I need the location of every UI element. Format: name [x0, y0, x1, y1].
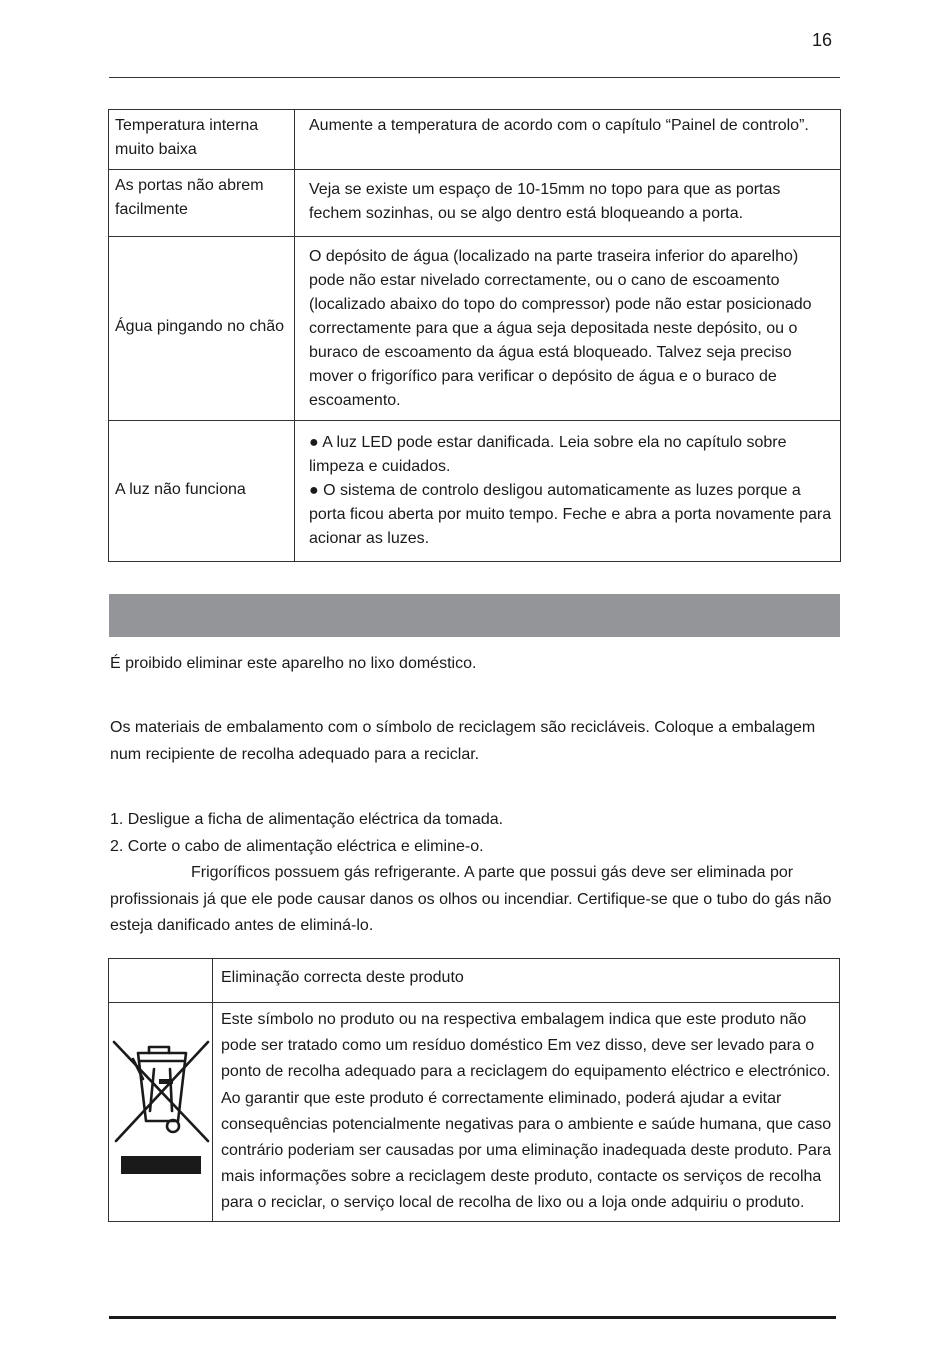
problem-cell: Temperatura interna muito baixa	[109, 110, 295, 170]
table-row	[109, 421, 841, 562]
step-item: 2. Corte o cabo de alimentação eléctrica e elimine-o.	[110, 837, 484, 855]
problem-cell: A luz não funciona	[109, 421, 295, 562]
packaging-paragraph: Os materiais de embalamento com o símbolo de reciclagem são recicláveis. Coloque a embalagem num recipiente de recolha adequado para a reciclar.	[110, 719, 816, 763]
section-header-bar	[109, 594, 840, 637]
header-divider	[109, 77, 840, 78]
solution-bullet: ● O sistema de controlo desligou automaticamente as luzes porque a porta ficou aberta por muito tempo. Feche e abra a porta novamente para acionar as luzes.	[309, 482, 832, 547]
solution-bullet: ● A luz LED pode estar danificada. Leia sobre ela no capítulo sobre limpeza e cuidados.	[309, 434, 787, 475]
weee-header: Eliminação correcta deste produto	[213, 959, 840, 1003]
weee-icon-cell	[109, 1003, 213, 1222]
page-number: 16	[811, 30, 832, 50]
empty-cell	[109, 959, 213, 1003]
weee-description: Este símbolo no produto ou na respectiva embalagem indica que este produto não pode ser tratado como um resíduo doméstico Em vez disso, deve ser levado para o ponto de recolha adequado para a reciclagem do equipamento eléctrico e electrónico. Ao garantir que este produto é correctamente eliminado, poderá ajudar a evitar consequências potencialmente negativas para o ambiente e saúde humana, que caso contrário poderiam ser causadas por uma eliminação inadequada deste produto. Para mais informações sobre a reciclagem deste produto, contacte os serviços de recolha para o reciclar, o serviço local de recolha de lixo ou a loja onde adquiriu o produto.	[213, 1003, 840, 1222]
step-item: 1. Desligue a ficha de alimentação eléctrica da tomada.	[110, 811, 504, 828]
solution-cell: Aumente a temperatura de acordo com o capítulo “Painel de controlo”.	[295, 110, 841, 170]
table-row	[109, 237, 841, 421]
problem-cell: Água pingando no chão	[109, 237, 295, 421]
solution-cell: Veja se existe um espaço de 10-15mm no topo para que as portas fechem sozinhas, ou se algo dentro está bloqueando a porta.	[295, 170, 841, 237]
table-row	[109, 959, 840, 1003]
problem-cell: As portas não abrem facilmente	[109, 170, 295, 237]
footer-divider	[109, 1316, 836, 1319]
disposal-paragraph: É proibido eliminar este aparelho no lixo doméstico.	[110, 655, 477, 672]
crossed-out-wheelie-bin-icon	[111, 1039, 211, 1179]
refrigerant-warning: Frigoríficos possuem gás refrigerante. A parte que possui gás deve ser eliminada por profissionais já que ele pode causar danos os olhos ou incendiar. Certifique-se que o tubo do gás não esteja danificado antes de eliminá-lo.	[110, 864, 832, 934]
solution-cell: O depósito de água (localizado na parte traseira inferior do aparelho) pode não estar nivelado correctamente, ou o cano de escoamento (localizado abaixo do topo do compressor) pode não estar posicionado correctamente para que a água seja depositada neste depósito, ou o buraco de escoamento da água está bloqueado. Talvez seja preciso mover o frigorífico para verificar o depósito de água e o buraco de escoamento.	[295, 237, 841, 421]
table-row	[109, 110, 841, 170]
disposal-steps	[110, 807, 842, 940]
troubleshooting-table	[108, 109, 841, 562]
solution-cell	[295, 421, 841, 562]
table-row	[109, 1003, 840, 1222]
table-row	[109, 170, 841, 237]
weee-table	[108, 958, 840, 1222]
